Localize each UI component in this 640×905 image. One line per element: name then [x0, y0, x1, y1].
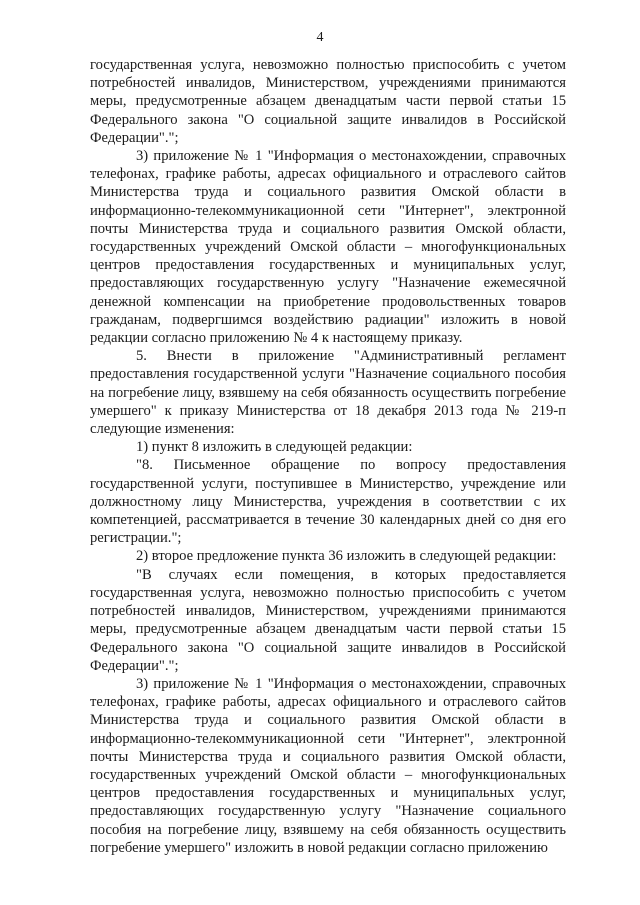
paragraph-subitem-2: 2) второе предложение пункта 36 изложить в следующей редакции:: [136, 548, 557, 565]
page-number: 4: [316, 30, 324, 45]
paragraph-quote-point-36: "В случаях если помещения, в которых предоставляется государственная услуга, невозможно полностью приспособить с учетом потребностей инвалидов, Министерством, учреждениями принимаются меры, предусмотренные абзацем двенадцатым части первой статьи 15 Федерального закона "О социальной защите инвалидов в Российской Федерации".";: [90, 566, 566, 674]
paragraph-item-5: 5. Внести в приложение "Административный регламент предоставления государственной услуги "Назначение социального пособия на погребение лицу, взявшему на себя обязанность осуществить погребение умершего" к приказу Министерства от 18 декабря 2013 года № 219-п следующие изменения:: [90, 348, 566, 438]
paragraph-item-3-appendix-1: 3) приложение № 1 "Информация о местонахождении, справочных телефонах, графике работы, адресах официального и отраслевого сайтов Министерства труда и социального развития Омской области в информационно-телекоммуникационной сети "Интернет", электронной почты Министерства труда и социального развития Омской области, государственных учреждений Омской области – многофункциональных центров предоставления государственных и муниципальных услуг, предоставляющих государственную услугу "Назначение ежемесячной денежной компенсации на приобретение продовольственных товаров гражданам, подвергшимся воздействию радиации" изложить в новой редакции согласно приложению № 4 к настоящему приказу.: [90, 148, 566, 347]
paragraph-subitem-1: 1) пункт 8 изложить в следующей редакции:: [136, 439, 413, 456]
paragraph-continuation: государственная услуга, невозможно полностью приспособить с учетом потребностей инвалидов, Министерством, учреждениями принимаются меры, предусмотренные абзацем двенадцатым части первой статьи 15 Федерального закона "О социальной защите инвалидов в Российской Федерации".";: [90, 57, 566, 146]
paragraph-subitem-3: 3) приложение № 1 "Информация о местонахождении, справочных телефонах, графике работы, адресах официального и отраслевого сайтов Министерства труда и социального развития Омской области в информационно-телекоммуникационной сети "Интернет", электронной почты Министерства труда и социального развития Омской области, государственных учреждений Омской области – многофункциональных центров предоставления государственных и муниципальных услуг, предоставляющих государственную услугу "Назначение социального пособия на погребение лицу, взявшему на себя обязанность осуществить погребение умершего" изложить в новой редакции согласно приложению: [90, 675, 566, 856]
paragraph-point-8: "8. Письменное обращение по вопросу предоставления государственной услуги, поступившее в Министерство, учреждение или должностному лицу Министерства, учреждения в соответствии с их компетенцией, рассматривается в течение 30 календарных дней со дня его регистрации.";: [90, 457, 566, 547]
document-body: [90, 56, 566, 857]
